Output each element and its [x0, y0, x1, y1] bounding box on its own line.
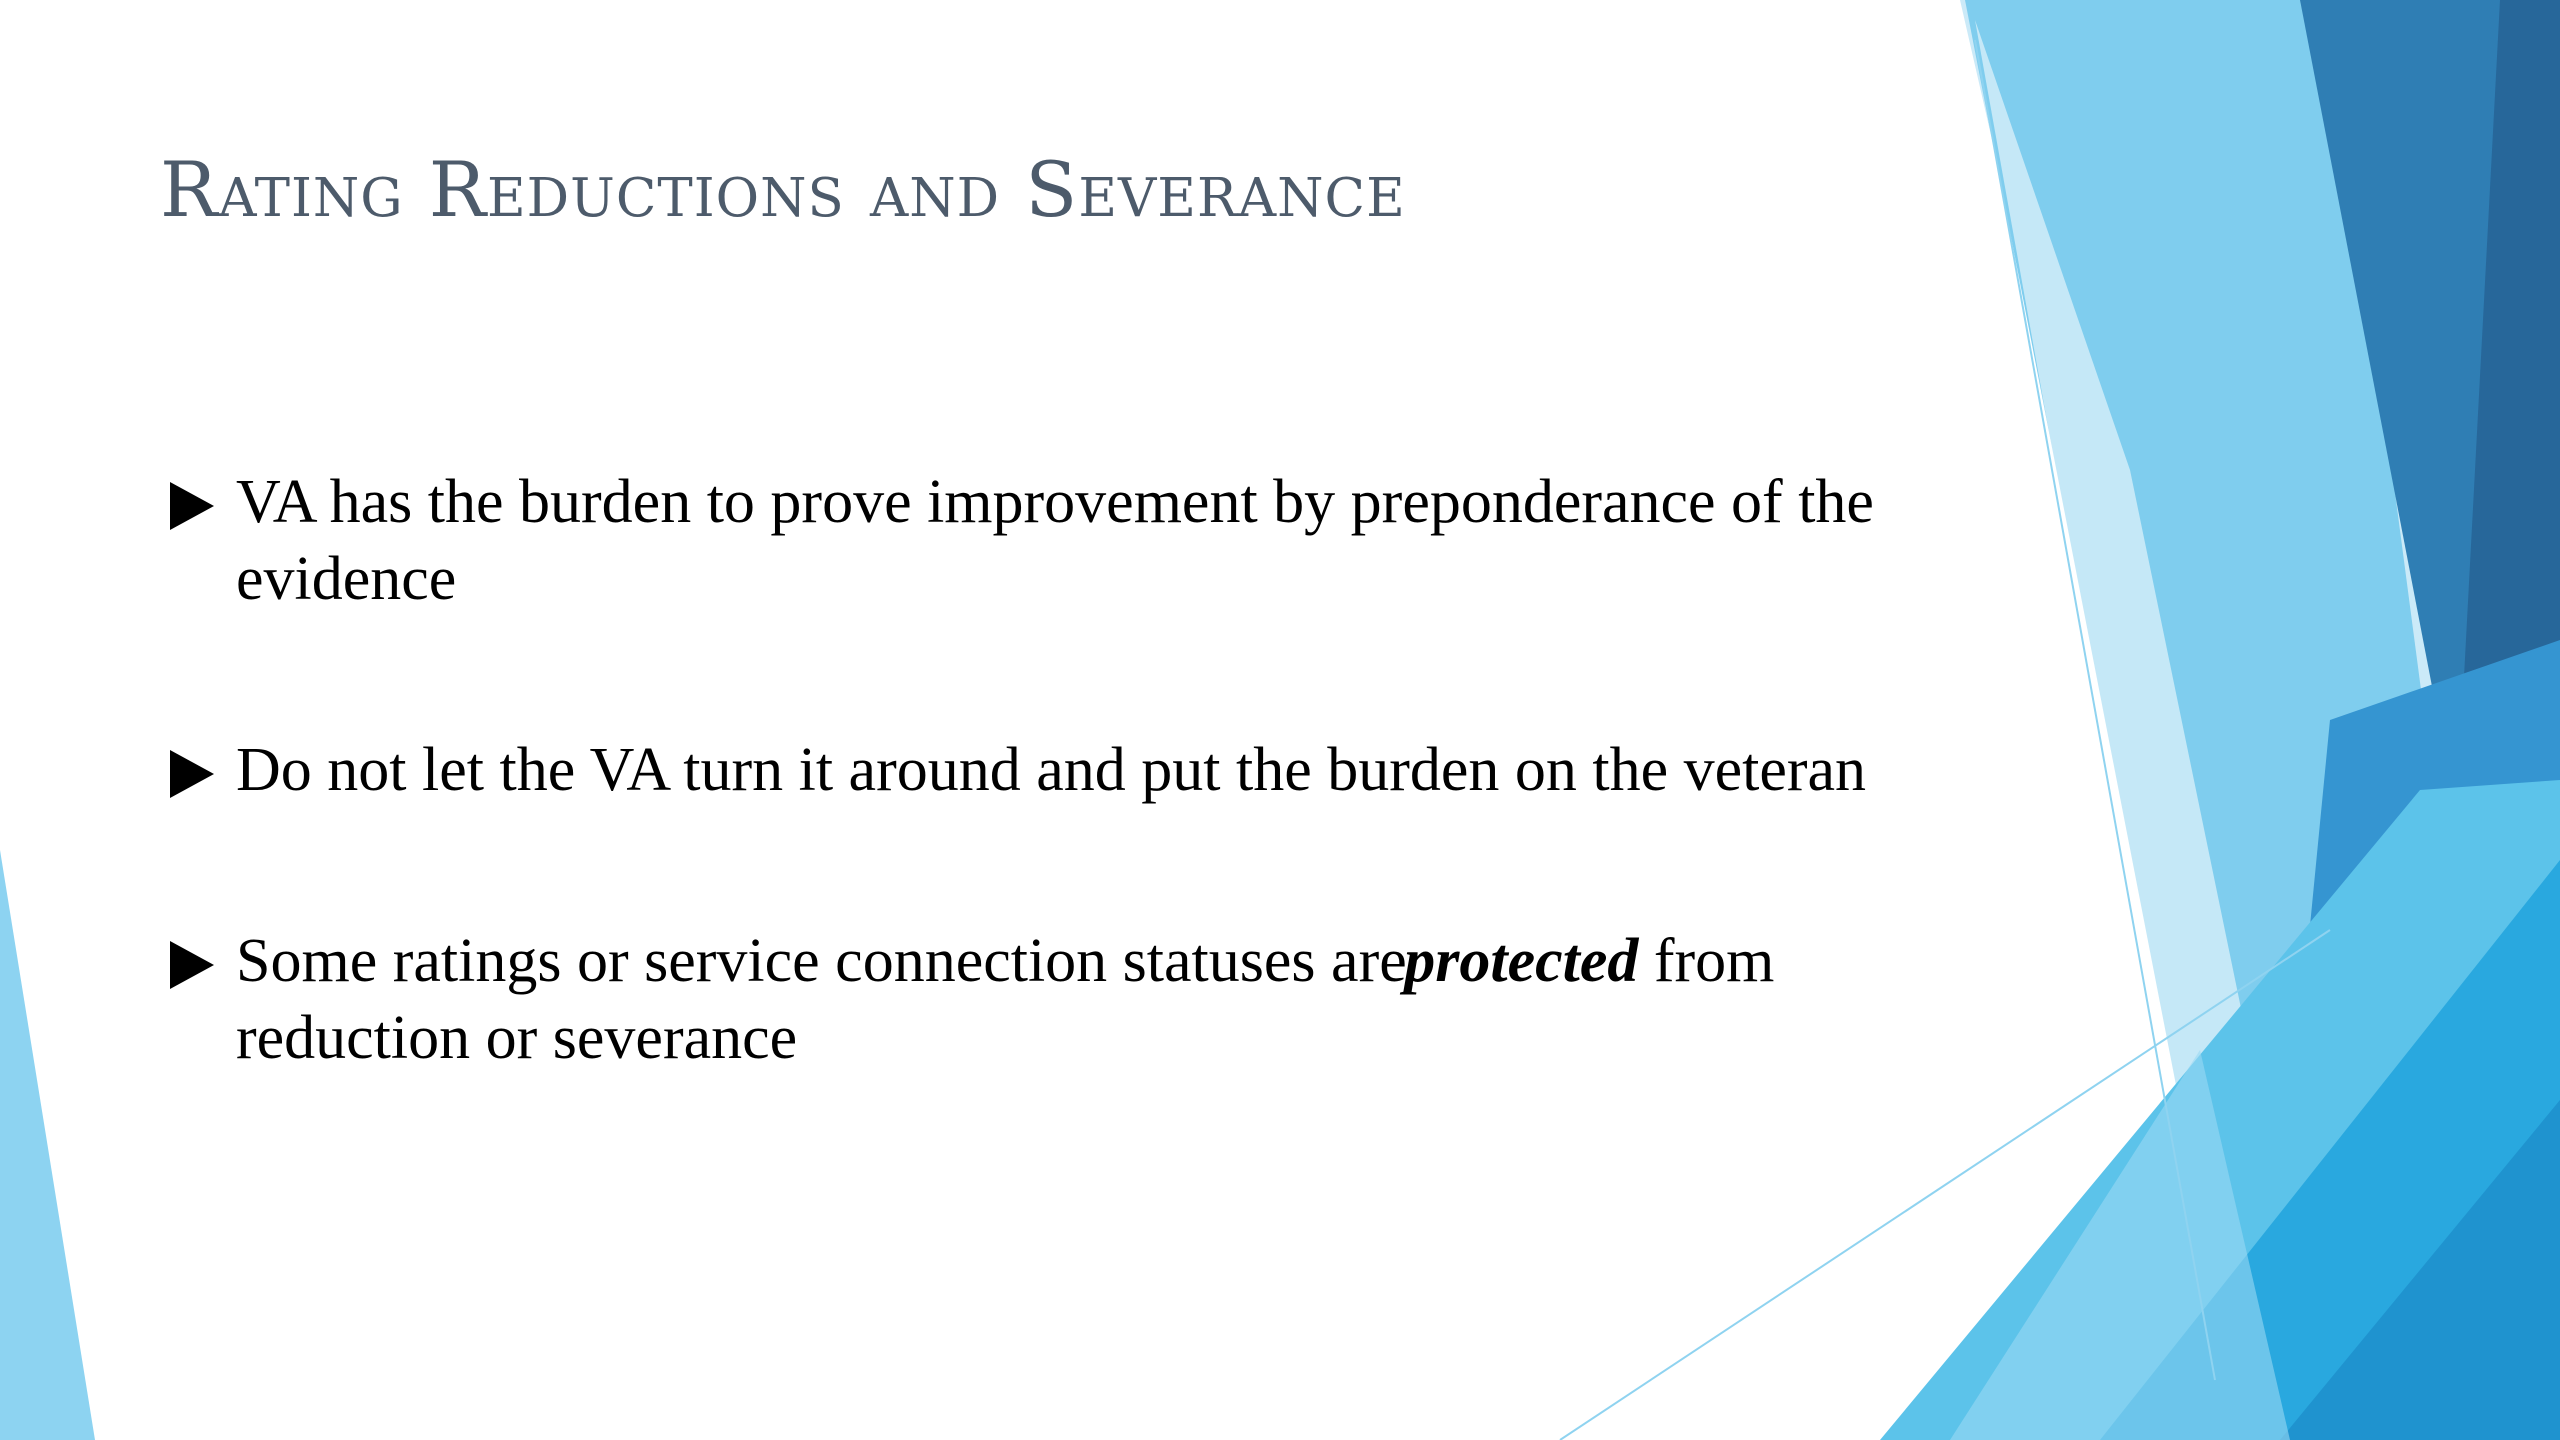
slide-title: Rating Reductions and Severance [160, 145, 1406, 234]
bullet-text-before: Some ratings or service connection statuses are [236, 927, 1423, 995]
bullet-item [160, 923, 1880, 1077]
bullet-list [160, 464, 1880, 1191]
bullet-text: VA has the burden to prove improvement by preponderance of the evidence [236, 468, 1874, 613]
bullet-item [160, 464, 1880, 618]
bullet-text-after: from reduction or severance [236, 927, 1775, 1072]
bullet-text: Do not let the VA turn it around and put the burden on the veteran [236, 736, 1867, 804]
bullet-emphasis: protected [1404, 927, 1639, 995]
bullet-item [160, 732, 1880, 809]
triangle-right-icon [170, 482, 214, 530]
left-facet [0, 850, 95, 1440]
triangle-right-icon [170, 941, 214, 989]
triangle-right-icon [170, 750, 214, 798]
